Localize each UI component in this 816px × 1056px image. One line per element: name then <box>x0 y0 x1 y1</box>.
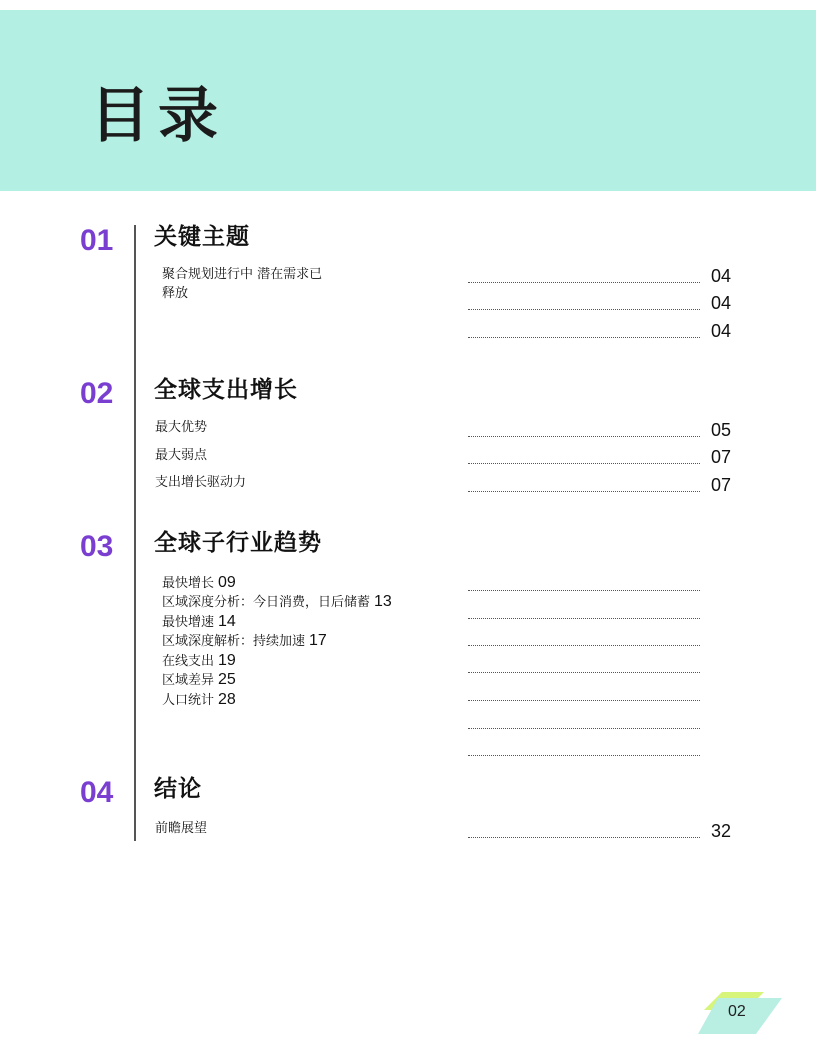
section-number-01: 01 <box>80 224 114 257</box>
page-number: 25 <box>218 671 236 688</box>
toc-entry[interactable] <box>162 670 236 690</box>
toc-entry[interactable] <box>162 612 236 632</box>
section-number-04: 04 <box>80 776 114 809</box>
leader-dots <box>468 645 700 646</box>
leader-dots <box>468 618 700 619</box>
section-title-04[interactable]: 结论 <box>154 776 202 802</box>
toc-entry[interactable]: 最大优势 <box>155 420 208 435</box>
toc-entry[interactable] <box>162 592 392 612</box>
toc-entry[interactable] <box>162 573 236 593</box>
footer-page-number: 02 <box>728 1003 746 1020</box>
entry-label: 区域深度解析：持续加速 <box>162 634 306 649</box>
page-number: 09 <box>218 574 236 591</box>
leader-dots <box>468 436 700 437</box>
page-number: 32 <box>711 821 732 841</box>
page-number: 04 <box>711 321 732 341</box>
page-number: 13 <box>374 593 392 610</box>
page-number: 07 <box>711 447 732 467</box>
leader-dots <box>468 728 700 729</box>
page-number: 19 <box>218 652 236 669</box>
page-number: 28 <box>218 691 236 708</box>
toc-entry[interactable] <box>162 690 236 710</box>
page-title: 目录 <box>90 81 226 151</box>
leader-dots <box>468 755 700 756</box>
page-number: 14 <box>218 613 236 630</box>
entry-label: 人口统计 <box>162 693 215 708</box>
toc-entry[interactable]: 支出增长驱动力 <box>155 475 247 490</box>
toc-entry[interactable]: 聚合规划进行中 潜在需求已释放 <box>162 267 323 301</box>
leader-dots <box>468 837 700 838</box>
section-number-02: 02 <box>80 377 114 410</box>
entry-label: 区域差异 <box>162 673 215 688</box>
entry-label: 最快增长 <box>162 576 215 591</box>
leader-dots <box>468 463 700 464</box>
leader-dots <box>468 590 700 591</box>
page-number: 05 <box>711 420 732 440</box>
leader-dots <box>468 282 700 283</box>
page-number: 04 <box>711 293 732 313</box>
entry-label: 区域深度分析：今日消费，日后储蓄 <box>162 595 371 610</box>
page-number: 17 <box>309 632 327 649</box>
toc-entry[interactable]: 最大弱点 <box>155 448 208 463</box>
section-title-01[interactable]: 关键主题 <box>154 224 250 250</box>
page-number: 07 <box>711 475 732 495</box>
toc-entry[interactable] <box>162 631 327 651</box>
leader-dots <box>468 337 700 338</box>
section-divider-line <box>134 225 136 841</box>
section-title-02[interactable]: 全球支出增长 <box>154 377 298 403</box>
leader-dots <box>468 309 700 310</box>
entry-label: 在线支出 <box>162 654 215 669</box>
toc-entry[interactable] <box>162 651 236 671</box>
section-title-03[interactable]: 全球子行业趋势 <box>154 530 322 556</box>
page-number: 04 <box>711 266 732 286</box>
toc-entry[interactable]: 前瞻展望 <box>155 821 208 836</box>
leader-dots <box>468 672 700 673</box>
section-number-03: 03 <box>80 530 114 563</box>
leader-dots <box>468 491 700 492</box>
entry-label: 最快增速 <box>162 615 215 630</box>
leader-dots <box>468 700 700 701</box>
